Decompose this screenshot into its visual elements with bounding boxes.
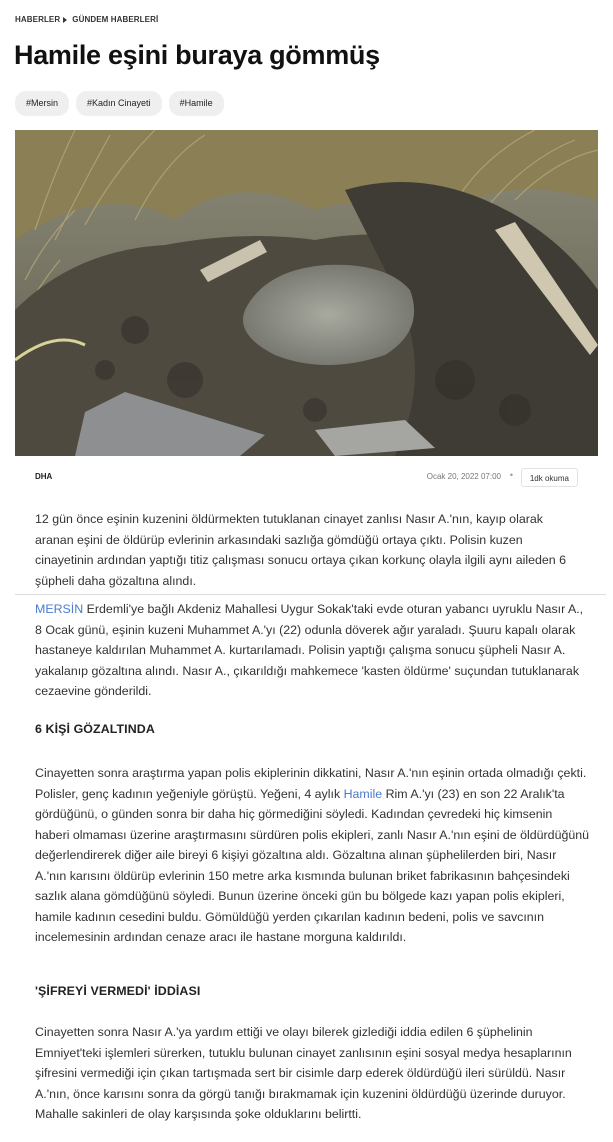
tag-list xyxy=(15,91,224,116)
paragraph-2-text-b: Rim A.'yı (23) en son 22 Aralık'ta gördüğünü, o günden sonra bir daha hiç görmediğini söyledi. Kadından çevredeki hiç kimsenin haberi olmaması üzerine araştırmasını sürdüren polis ekipleri, zanlı Nasır A.'nın eşini de öldürdüğünü değerlendirerek diğer aile bireyi 6 kişiyi gözaltına aldı. Gözaltına alınan şüphelilerden biri, Nasır A.'nın karısını öldürüp evlerinin 150 metre arka kısmında bulunan briket fabrikasının bahçesindeki sazlık alana gömdüğünü söyledi. Bunun üzerine önceki gün bu bölgede kazı yapan polis ekipleri, hamile kadının cesedini buldu. Gömüldüğü yerden çıkarılan kadının bedeni, polis ve savcının incelemesinin ardından cenaze aracı ile hastane morguna kaldırıldı. xyxy=(35,786,590,944)
muddy-grave-photo xyxy=(15,130,598,456)
breadcrumb-gundem-haberleri[interactable]: GÜNDEM HABERLERİ xyxy=(72,15,159,24)
paragraph-1 xyxy=(35,599,590,702)
breadcrumb-arrow-icon xyxy=(63,17,67,23)
paragraph-1-text: Erdemli'ye bağlı Akdeniz Mahallesi Uygur Sokak'taki evde oturan yabancı uyruklu Nasır A., 8 Ocak günü, eşinin kuzeni Muhammet A.'yı (22) odunla döverek ağır yaraladı. Şuuru kapalı olarak hastaneye kaldırılan Muhammet A. kurtarılamadı. Polisin yaptığı çalışma sonucu şüpheli Nasır A. yakalanıp gözaltına alındı. Nasır A., çıkarıldığı mahkemece 'kasten öldürme' suçundan tutuklanarak cezaevine gönderildi. xyxy=(35,602,584,698)
article-summary: 12 gün önce eşinin kuzenini öldürmekten tutuklanan cinayet zanlısı Nasır A.'nın, kayıp olarak aranan eşini de öldürüp evlerinin arkasındaki sazlığa gömdüğü ortaya çıktı. Polisin kuzen cinayetinin ardından yaptığı titiz çalışması sonucu ortaya çıkan korkunç olayla ilgili aynı aileden 6 şüpheli daha gözaltına alındı. xyxy=(35,512,567,588)
tag-hamile[interactable]: #Hamile xyxy=(169,91,224,116)
paragraph-2-text-a: Cinayetten sonra araştırma yapan polis ekiplerinin dikkatini, Nasır A.'nın eşinin ortada olmadığı çekti. Polisler, genç kadının yeğeniyle görüştü. Yeğeni, 4 aylık xyxy=(35,766,587,801)
subheading-gozaltinda: 6 KİŞİ GÖZALTINDA xyxy=(35,722,155,736)
article-meta xyxy=(15,466,598,488)
paragraph-2 xyxy=(35,763,590,948)
publish-date: Ocak 20, 2022 07:00 xyxy=(426,472,501,481)
tag-kadin-cinayeti[interactable]: #Kadın Cinayeti xyxy=(76,91,162,116)
breadcrumb xyxy=(15,15,158,24)
subheading-sifreyi-vermedi: 'ŞİFREYİ VERMEDİ' İDDİASI xyxy=(35,984,201,998)
page-title: Hamile eşini buraya gömmüş xyxy=(14,40,380,70)
hamile-link[interactable]: Hamile xyxy=(343,786,383,801)
meta-separator: • xyxy=(509,470,513,480)
divider xyxy=(15,594,606,595)
breadcrumb-haberler[interactable]: HABERLER xyxy=(15,15,61,24)
hero-image xyxy=(15,130,598,456)
mersin-link[interactable]: MERSİN xyxy=(35,602,84,616)
paragraph-3: Cinayetten sonra Nasır A.'ya yardım ettiği ve olayı bilerek gizlediği iddia edilen 6 şüphelinin Emniyet'teki işlemleri sürerken, tutuklu bulunan cinayet zanlısının eşini sosyal medya hesaplarının şifresini vermediği için çıkan tartışmada sert bir cisimle darp ederek öldürdüğü ileri sürüldü. Nasır A.'nın, önce karısını sonra da görgü tanığı bırakmamak için kuzenini öldürdüğü üzerinde duruyor. Mahalle sakinleri de olay karşısında şoke olduklarını belirtti. xyxy=(35,1025,572,1121)
read-time-badge: 1dk okuma xyxy=(521,468,578,487)
tag-mersin[interactable]: #Mersin xyxy=(15,91,69,116)
source-label: DHA xyxy=(35,472,53,481)
